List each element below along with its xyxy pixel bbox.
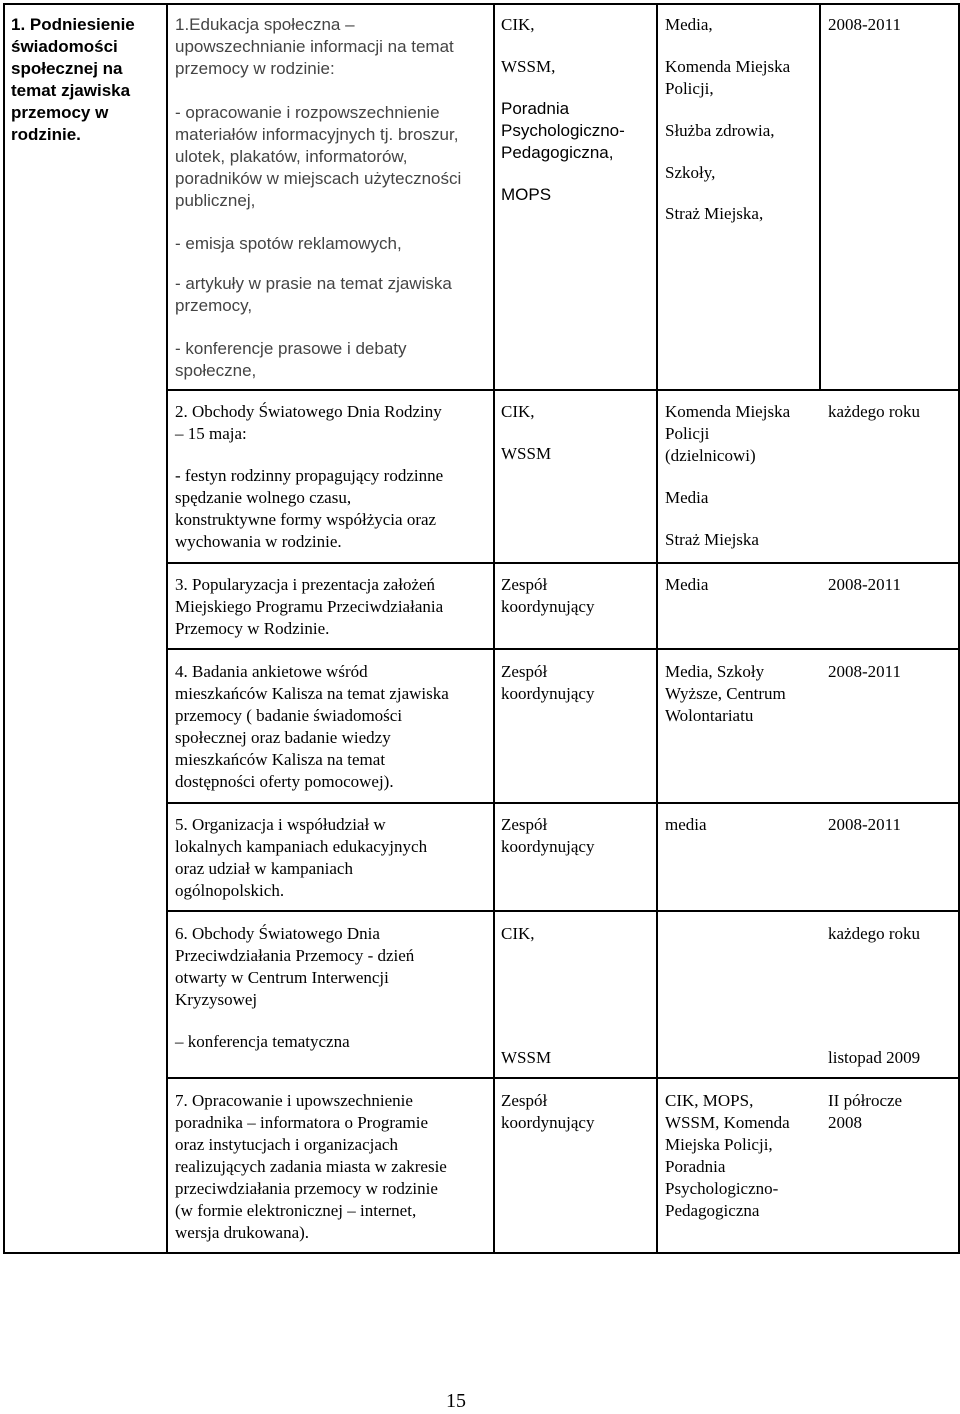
row-6-action-item-1: – konferencja tematyczna <box>175 1032 350 1051</box>
row-3-partner-1: Media <box>665 575 709 594</box>
row-2-action-item-1: - festyn rodzinny propagujący rodzinne spędzanie wolnego czasu, konstruktywne formy współżycia oraz wychowania w rodzinie. <box>175 466 444 551</box>
row-1-partner-5: Straż Miejska, <box>665 204 764 223</box>
row-4-partner-1: Media, Szkoły Wyższe, Centrum Wolontariatu <box>665 662 786 725</box>
table-border-top <box>3 3 960 5</box>
row-6-action-intro: 6. Obchody Światowego Dnia Przeciwdziałania Przemocy - dzień otwarty w Centrum Interwencji Kryzysowej <box>175 924 415 1009</box>
row-1-term: 2008-2011 <box>828 15 902 34</box>
row-1-responsible-2: WSSM, <box>501 57 556 76</box>
row-4-term: 2008-2011 <box>828 662 902 681</box>
row-5-term: 2008-2011 <box>828 815 902 834</box>
row-1-responsible-3: Poradnia Psychologiczno- Pedagogiczna, <box>501 99 625 162</box>
row-6-responsible-1: CIK, <box>501 924 535 943</box>
row-1-partner-4: Szkoły, <box>665 163 716 182</box>
row-2-action-intro: 2. Obchody Światowego Dnia Rodziny – 15 maja: <box>175 402 442 443</box>
row-7-responsible-1: Zespół koordynujący <box>501 1091 595 1132</box>
row-7-action-intro: 7. Opracowanie i upowszechnienie poradnika – informatora o Programie oraz instytucjach i organizacjach realizujących zadania miasta w zakresie przeciwdziałania przemocy w rodzinie (w formie elektronicznej – internet, wersja drukowana). <box>175 1091 447 1242</box>
table-border-col1 <box>166 3 168 1254</box>
row-1-action-item-1: - opracowanie i rozpowszechnienie materiałów informacyjnych tj. broszur, ulotek, plakatów, informatorów, poradników w miejscach użyteczności publicznej, <box>175 103 462 210</box>
table-border-col4 <box>819 3 821 390</box>
row-7-partner-1: CIK, MOPS, WSSM, Komenda Miejska Policji, Poradnia Psychologiczno- Pedagogiczna <box>665 1091 790 1220</box>
row-1-partner-2: Komenda Miejska Policji, <box>665 57 791 98</box>
row-3-responsible-1: Zespół koordynujący <box>501 575 595 616</box>
row-1-action-intro: 1.Edukacja społeczna – upowszechnianie informacji na temat przemocy w rodzinie: <box>175 15 454 78</box>
row-7-term: II półrocze 2008 <box>828 1091 903 1132</box>
row-5-partner-1: media <box>665 815 707 834</box>
table-border-col2 <box>493 3 495 1254</box>
table-border-row5 <box>166 910 960 912</box>
row-1-responsible-1: CIK, <box>501 15 535 34</box>
table-border-row6 <box>166 1077 960 1079</box>
row-5-action-intro: 5. Organizacja i współudział w lokalnych kampaniach edukacyjnych oraz udział w kampaniach ogólnopolskich. <box>175 815 428 900</box>
table-border-col3 <box>656 3 658 1254</box>
table-border-row3 <box>166 648 960 650</box>
row-2-partner-3: Straż Miejska <box>665 530 759 549</box>
row-6-responsible-2: WSSM <box>501 1048 552 1067</box>
row-5-responsible-1: Zespół koordynujący <box>501 815 595 856</box>
row-2-responsible-1: CIK, <box>501 402 535 421</box>
row-1-responsible-4: MOPS <box>501 185 552 204</box>
table-border-row2 <box>166 562 960 564</box>
row-2-partner-2: Media <box>665 488 709 507</box>
row-4-action-intro: 4. Badania ankietowe wśród mieszkańców Kalisza na temat zjawiska przemocy ( badanie świadomości społecznej oraz badanie wiedzy mieszkańców Kalisza na temat dostępności oferty pomocowej). <box>175 662 449 791</box>
row-2-term: każdego roku <box>828 402 921 421</box>
table-border-left <box>3 3 5 1254</box>
section-title: 1. Podniesienie świadomości społecznej na temat zjawiska przemocy w rodzinie. <box>11 15 135 144</box>
table-border-row4 <box>166 802 960 804</box>
row-3-term: 2008-2011 <box>828 575 902 594</box>
row-4-responsible-1: Zespół koordynujący <box>501 662 595 703</box>
table-border-bottom <box>3 1252 960 1254</box>
row-6-term: każdego roku <box>828 924 921 943</box>
row-1-action-item-2: - emisja spotów reklamowych, <box>175 234 402 253</box>
row-3-action-intro: 3. Popularyzacja i prezentacja założeń Miejskiego Programu Przeciwdziałania Przemocy w Rodzinie. <box>175 575 444 638</box>
row-1-action-item-3: - artykuły w prasie na temat zjawiska przemocy, <box>175 274 452 315</box>
row-1-action-item-4: - konferencje prasowe i debaty społeczne, <box>175 339 407 380</box>
page-number: 15 <box>446 1390 466 1412</box>
row-1-partner-1: Media, <box>665 15 713 34</box>
table-border-row1 <box>166 389 960 391</box>
row-1-partner-3: Służba zdrowia, <box>665 121 775 140</box>
row-6-term-2: listopad 2009 <box>828 1048 921 1067</box>
row-2-partner-1: Komenda Miejska Policji (dzielnicowi) <box>665 402 791 465</box>
row-2-responsible-2: WSSM <box>501 444 552 463</box>
